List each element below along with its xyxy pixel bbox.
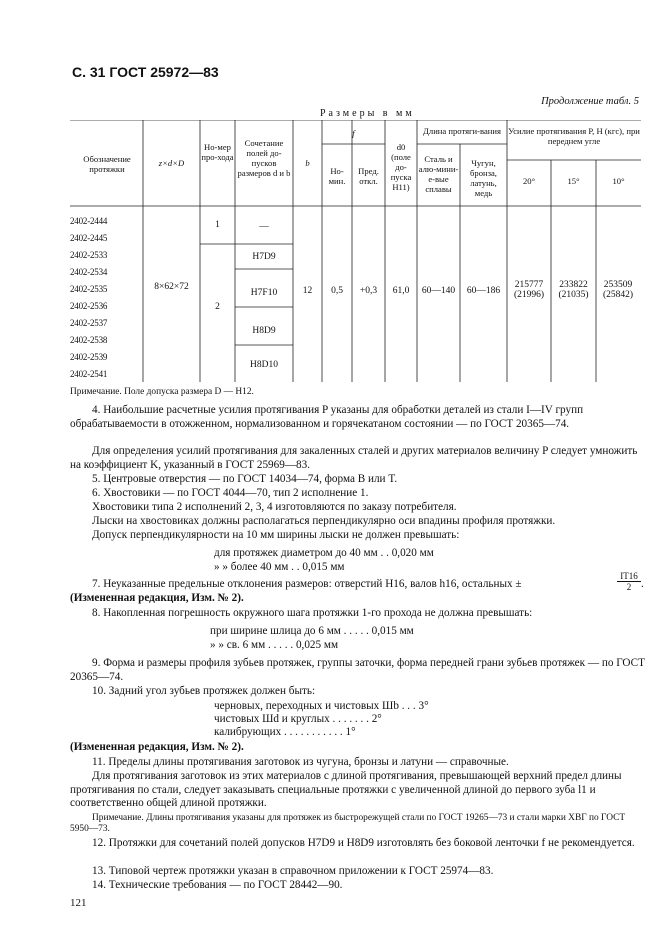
broach-code: 2402-2533 [70,250,108,260]
page-footer-mark: 121 [70,897,87,909]
fit-dash: — [259,222,269,232]
paragraph-6: 6. Хвостовики — по ГОСТ 4044—70, тип 2 исполнение 1. [92,487,369,499]
paragraph-6d: Допуск перпендикулярности на 10 мм ширины лыски не должен превышать: [92,529,460,541]
broach-code: 2402-2539 [70,352,108,362]
b-value: 12 [302,286,313,296]
broach-code: 2402-2536 [70,301,108,311]
force-20-value: 215777 (21996) [513,280,545,300]
col-head-length-cast: Чугун, бронза, латунь, медь [470,158,497,198]
paragraph-6b: Хвостовики типа 2 исполнений 2, 3, 4 изготовляются по заказу потребителя. [92,501,457,513]
col-head-length-steel: Сталь и алю-мини-е-вые сплавы [418,154,459,194]
col-head-d0: d0 (поле до-пуска H11) [390,142,412,192]
col-head-f: f [352,128,355,138]
col-head-fits: Сочетание полей до-пусков размеров d и b [237,138,291,178]
col-head-zxdxd: z×d×D [158,158,185,168]
pass-1: 1 [215,220,220,230]
table-note: Примечание. Поле допуска размера D — H12. [70,387,254,397]
fit-value: H8D10 [250,360,278,370]
paragraph-9: 9. Форма и размеры профиля зубьев протяжек, группы заточки, форма передней грани зубьев протяжек — по ГОСТ 20365—74. [70,657,645,683]
broach-code: 2402-2538 [70,335,108,345]
col-head-pass-no: Но-мер про-хода [201,142,234,162]
broach-code: 2402-2444 [70,216,108,226]
col-head-f-dev: Пред. откл. [358,166,379,186]
force-15-value: 233822 (21035) [558,280,589,300]
col-head-b: b [305,158,310,168]
broach-table [70,120,641,382]
paragraph-7-end: . [641,578,644,590]
broach-code: 2402-2541 [70,369,108,379]
length-note: Примечание. Длины протягивания указаны для протяжек из быстрорежущей стали по ГОСТ 19265—73 и стали марки ХВГ по ГОСТ 5950—73. [70,813,626,834]
f-nom-value: 0,5 [331,286,343,296]
col-head-angle-20: 20° [522,176,536,186]
col-head-force: Усилие протягивания P, Н (кгс), при переднем угле [508,126,640,146]
paragraph-8: 8. Накопленная погрешность окружного шага протяжки 1-го прохода не должна превышать: [92,607,533,619]
page-header-title: С. 31 ГОСТ 25972—83 [72,64,219,80]
paragraph-14: 14. Технические требования — по ГОСТ 28442—90. [92,879,343,891]
angle-line-1: черновых, переходных и чистовых Шb . . . 3° [214,700,429,712]
paragraph-5: 5. Центровые отверстия — по ГОСТ 14034—74, форма B или T. [92,473,398,485]
col-head-angle-15: 15° [567,176,580,186]
angle-line-3: калибрующих . . . . . . . . . . . 1° [214,726,356,738]
pass-2: 2 [215,302,220,312]
edit-note-1: (Измененная редакция, Изм. № 2). [70,592,244,604]
length-steel-value: 60—140 [421,286,456,296]
broach-code: 2402-2445 [70,233,108,243]
paragraph-10: 10. Задний угол зубьев протяжек должен быть: [92,685,316,697]
table-continuation-label: Продолжение табл. 5 [541,96,639,107]
fraction-it16-over-2 [617,571,641,592]
tolerance-line-1: для протяжек диаметром до 40 мм . . 0,020 мм [214,547,434,559]
sizes-caption: Размеры в мм [320,108,415,119]
fraction-denominator: 2 [626,582,632,592]
col-head-length: Длина протяги-вания [423,126,501,136]
paragraph-6c: Лыски на хвостовиках должны располагаться перпендикулярно оси впадины профиля протяжки. [92,515,556,527]
paragraph-13: 13. Типовой чертеж протяжки указан в справочном приложении к ГОСТ 25974—83. [92,865,494,877]
paragraph-12: 12. Протяжки для сочетаний полей допусков H7D9 и H8D9 изготовлять без боковой ленточки f не рекомендуется. [92,837,635,849]
paragraph-7: 7. Неуказанные предельные отклонения размеров: отверстий H16, валов h16, остальных ± [92,578,522,590]
length-cast-value: 60—186 [466,286,501,296]
paragraph-11b: Для протягивания заготовок из этих материалов с длиной протягивания, превышающей верхний предел длины протягивания по стали, следует заказывать специальные протяжки с увеличенной длиной до первого зуба l1 и соответственно общей длиной протяжки. [70,770,622,809]
paragraph-11: 11. Пределы длины протягивания заготовок из чугуна, бронзы и латуни — справочные. [92,756,509,768]
tolerance-line-2: » » более 40 мм . . 0,015 мм [214,561,345,573]
broach-code: 2402-2534 [70,267,108,277]
fraction-numerator: IT16 [617,571,641,582]
paragraph-4: 4. Наибольшие расчетные усилия протягивания P указаны для обработки деталей из стали I—IV групп обрабатываемости в отожженном, нормализованном и горячекатаном состоянии — по ГОСТ 20365—74. [70,404,584,430]
fit-value: H7F10 [250,288,278,298]
fit-value: H8D9 [252,326,276,336]
broach-code: 2402-2535 [70,284,108,294]
f-dev-value: +0,3 [359,286,378,296]
col-head-angle-10: 10° [612,176,625,186]
d0-value: 61,0 [392,286,410,296]
pitch-line-2: » » св. 6 мм . . . . . 0,025 мм [210,639,339,651]
broach-code: 2402-2537 [70,318,108,328]
pitch-line-1: при ширине шлица до 6 мм . . . . . 0,015 мм [210,625,414,637]
edit-note-2: (Измененная редакция, Изм. № 2). [70,741,244,753]
col-head-f-nom: Но-мин. [328,166,346,186]
col-head-designation: Обозначение протяжки [83,154,131,174]
fit-value: H7D9 [252,252,276,262]
paragraph-4b: Для определения усилий протягивания для закаленных сталей и других материалов величину P следует умножить на коэффициент K, указанный в ГОСТ 25969—83. [70,445,638,471]
force-10-value: 253509 (25842) [602,280,634,300]
zxdxd-value: 8×62×72 [154,282,189,292]
angle-line-2: чистовых Шd и круглых . . . . . . . 2° [214,713,382,725]
